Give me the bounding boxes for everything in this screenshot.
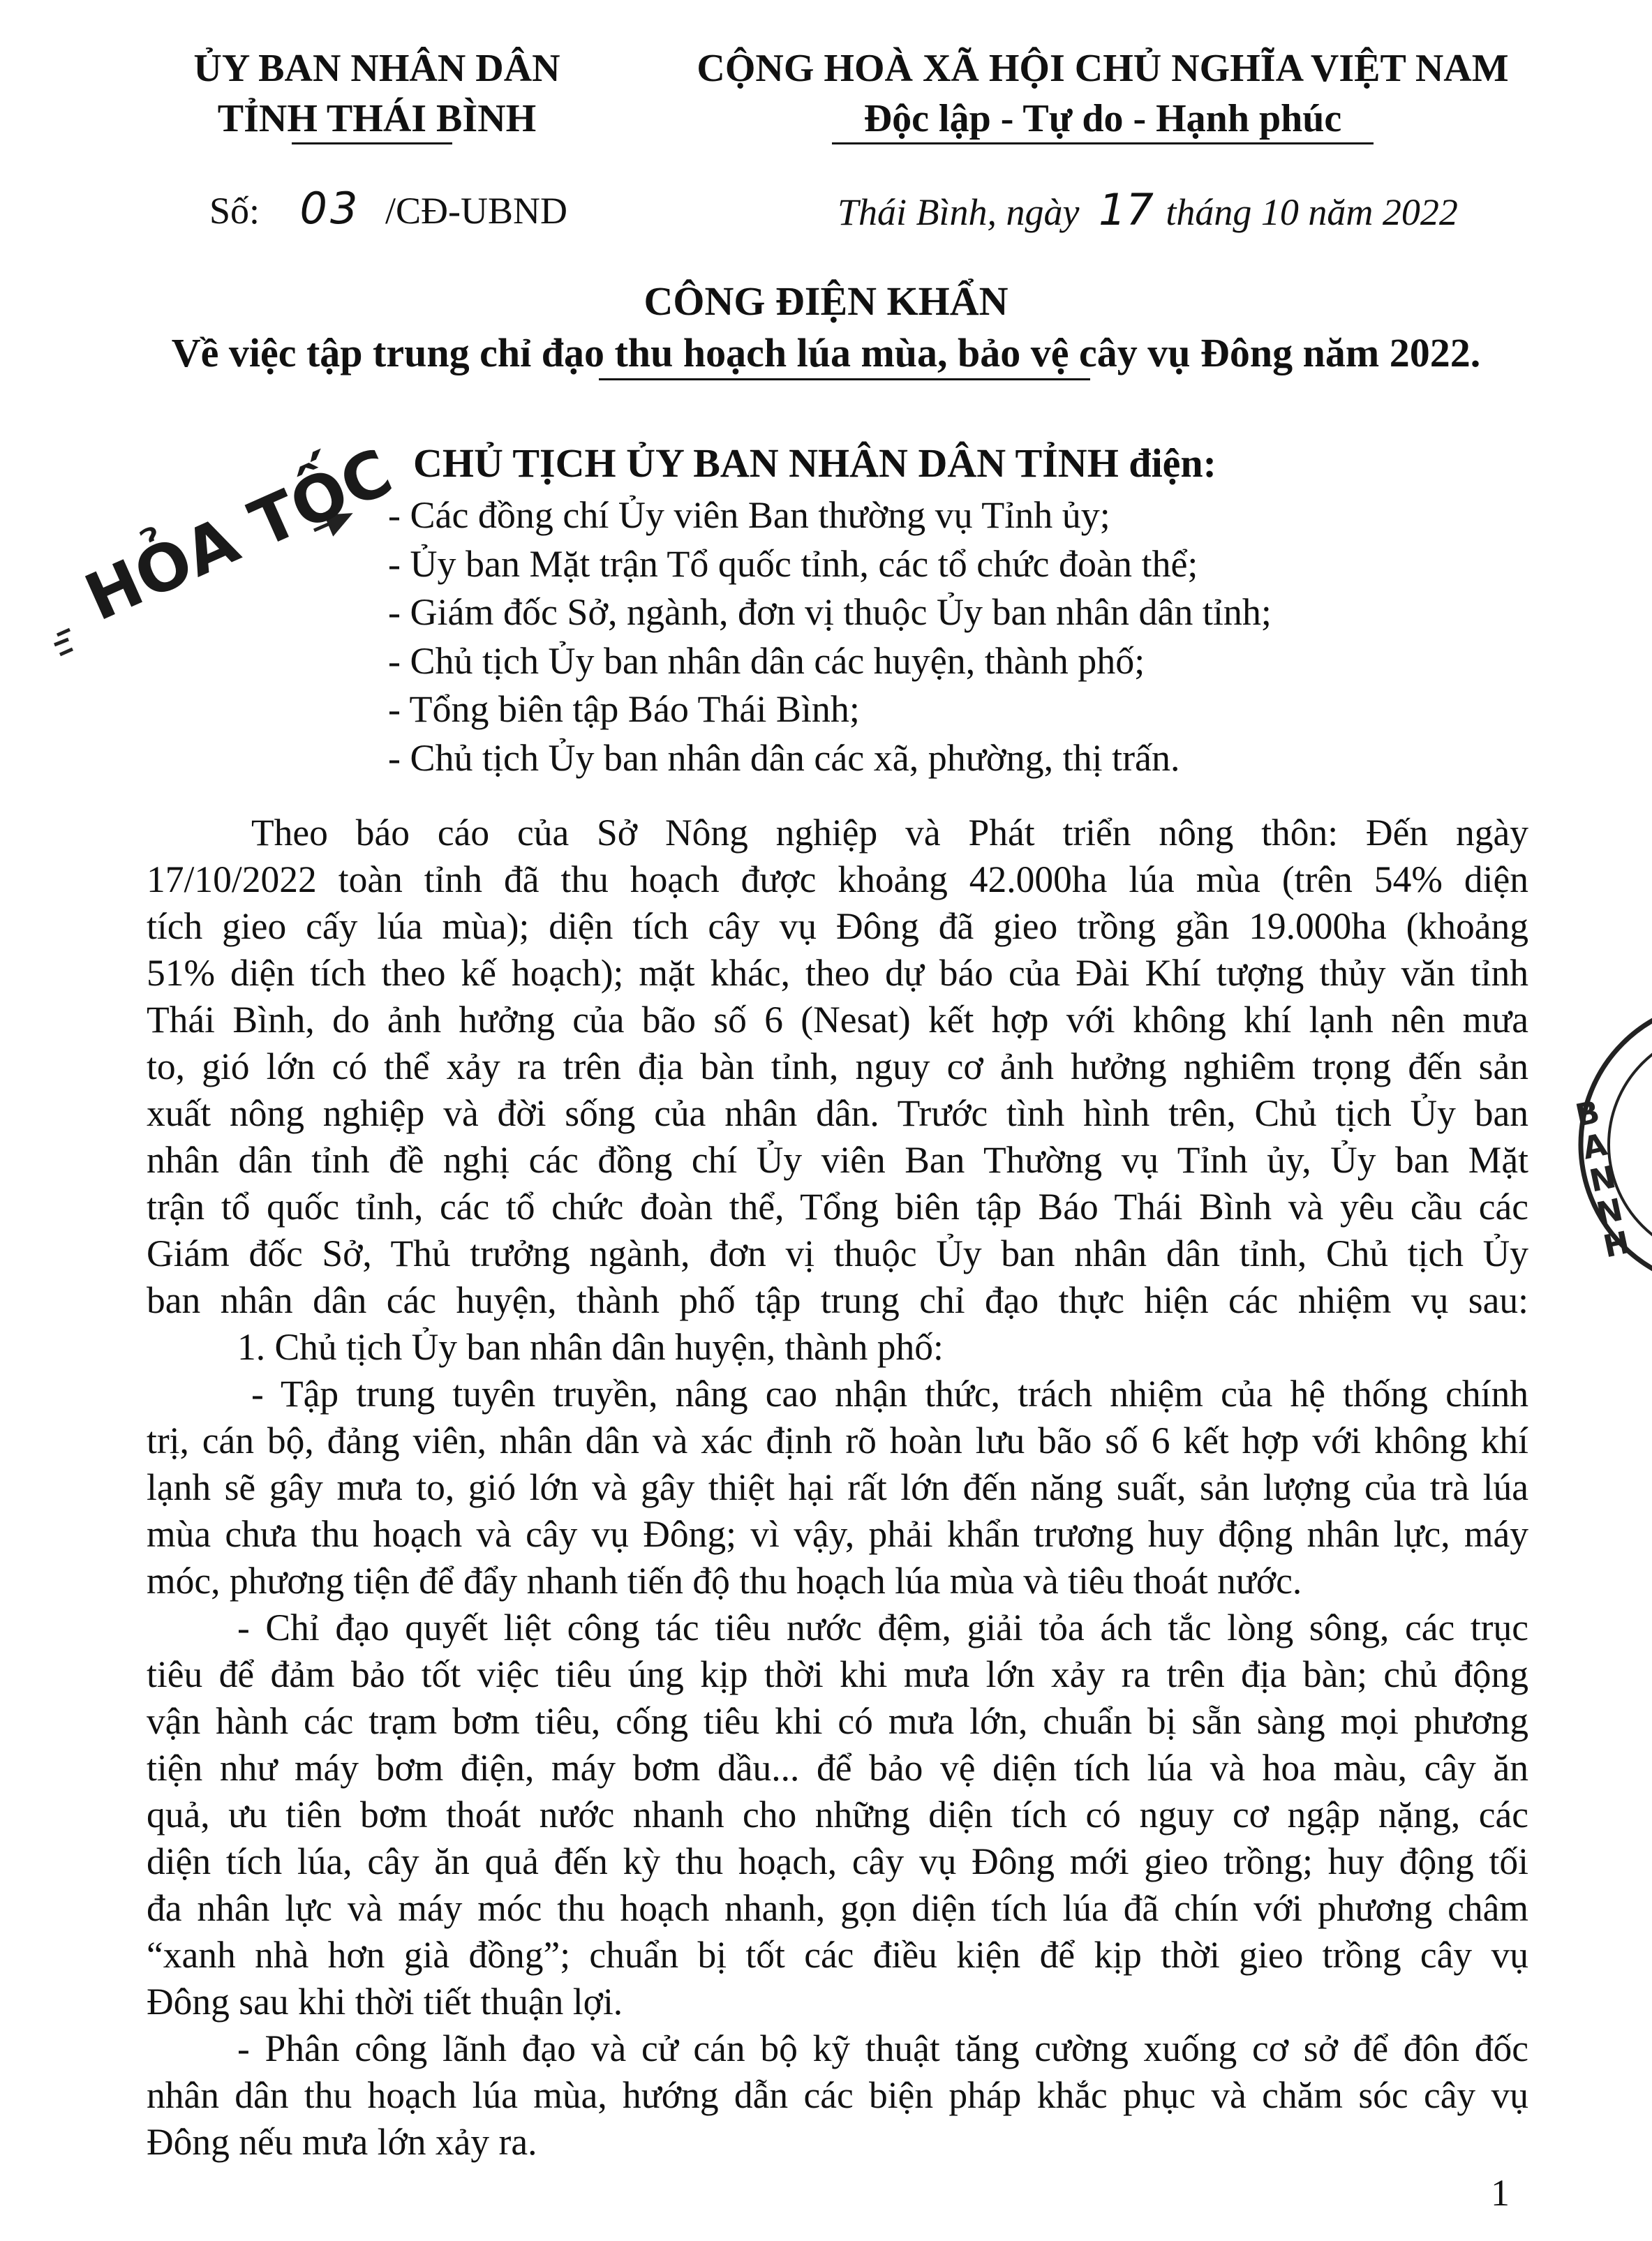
body-line: 51% diện tích theo kế hoạch); mặt khác, theo dự báo của Đài Khí tượng thủy văn tỉnh [147, 952, 1528, 994]
doc-number-prefix: Số: [209, 190, 260, 232]
date-suffix: tháng 10 năm 2022 [1166, 191, 1458, 233]
body-line: - Chỉ đạo quyết liệt công tác tiêu nước đệm, giải tỏa ách tắc lòng sông, các trục [237, 1607, 1528, 1648]
body-line: trận tổ quốc tỉnh, các tổ chức đoàn thể, Tổng biên tập Báo Thái Bình và yêu cầu các [147, 1186, 1528, 1228]
body-line: Đông nếu mưa lớn xảy ra. [147, 2121, 537, 2163]
national-title: CỘNG HOÀ XÃ HỘI CHỦ NGHĨA VIỆT NAM [697, 47, 1509, 90]
official-seal [1570, 991, 1652, 1298]
official-seal-text: BAN NH [1572, 1094, 1633, 1265]
body-text [147, 810, 1528, 2166]
body-line: Thái Bình, do ảnh hưởng của bão số 6 (Nesat) kết hợp với không khí lạnh nên mưa [147, 999, 1528, 1041]
body-line: Theo báo cáo của Sở Nông nghiệp và Phát triển nông thôn: Đến ngày [251, 812, 1528, 854]
motto-underline [832, 142, 1374, 144]
body-line: mùa chưa thu hoạch và cây vụ Đông; vì vậy, phải khẩn trương huy động nhân lực, máy [147, 1513, 1528, 1555]
date-line [838, 186, 1458, 237]
recipient-item: - Giám đốc Sở, ngành, đơn vị thuộc Ủy ban nhân dân tỉnh; [388, 591, 1272, 633]
body-line: “xanh nhà hơn già đồng”; chuẩn bị tốt các điều kiện để kịp thời gieo trồng cây vụ [147, 1934, 1528, 1976]
body-line: móc, phương tiện để đẩy nhanh tiến độ thu hoạch lúa mùa và tiêu thoát nước. [147, 1560, 1302, 1602]
body-line: 17/10/2022 toàn tỉnh đã thu hoạch được khoảng 42.000ha lúa mùa (trên 54% diện [147, 858, 1528, 900]
body-line: to, gió lớn có thể xảy ra trên địa bàn tỉnh, nguy cơ ảnh hưởng nghiêm trọng đến sản [147, 1045, 1528, 1087]
sender-line: CHỦ TỊCH ỦY BAN NHÂN DÂN TỈNH điện: [413, 440, 1216, 486]
national-motto: Độc lập - Tự do - Hạnh phúc [863, 97, 1342, 140]
body-line: lạnh sẽ gây mưa to, gió lớn và gây thiệt hại rất lớn đến năng suất, sản lượng của trà lúa [147, 1466, 1528, 1508]
body-line: tiêu để đảm bảo tốt việc tiêu úng kịp thời khi mưa lớn xảy ra trên địa bàn; chủ động [147, 1653, 1528, 1695]
date-prefix: Thái Bình, ngày [838, 191, 1080, 233]
body-line: diện tích lúa, cây ăn quả đến kỳ thu hoạch, cây vụ Đông mới gieo trồng; huy động tối [147, 1840, 1528, 1882]
body-line: nhân dân tỉnh đề nghị các đồng chí Ủy viên Ban Thường vụ Tỉnh ủy, Ủy ban Mặt [147, 1139, 1528, 1181]
agency-underline [292, 142, 452, 144]
subject-underline [599, 378, 1090, 380]
page-number: 1 [1491, 2172, 1510, 2214]
recipient-item: - Tổng biên tập Báo Thái Bình; [388, 688, 860, 730]
body-line: nhân dân thu hoạch lúa mùa, hướng dẫn các biện pháp khắc phục và chăm sóc cây vụ [147, 2074, 1528, 2116]
date-day-handwritten: 17 [1099, 184, 1154, 235]
recipient-item: - Ủy ban Mặt trận Tổ quốc tỉnh, các tổ chức đoàn thể; [388, 542, 1198, 585]
urgent-stamp [49, 434, 403, 670]
body-line: quả, ưu tiên bơm thoát nước nhanh cho những diện tích có nguy cơ ngập nặng, các [147, 1794, 1528, 1836]
document-number [209, 184, 567, 235]
body-line: - Phân công lãnh đạo và cử cán bộ kỹ thuật tăng cường xuống cơ sở để đôn đốc [237, 2027, 1528, 2069]
recipient-list [388, 491, 1272, 782]
agency-name: ỦY BAN NHÂN DÂN [193, 47, 560, 90]
body-line: vận hành các trạm bơm tiêu, cống tiêu khi có mưa lớn, chuẩn bị sẵn sàng mọi phương [147, 1700, 1528, 1742]
recipient-item: - Chủ tịch Ủy ban nhân dân các xã, phường, thị trấn. [388, 736, 1180, 779]
body-line: trị, cán bộ, đảng viên, nhân dân và xác định rõ hoàn lưu bão số 6 kết hợp với không khí [147, 1420, 1528, 1461]
body-line: tích gieo cấy lúa mùa); diện tích cây vụ Đông đã gieo trồng gần 19.000ha (khoảng [147, 905, 1528, 947]
body-line: xuất nông nghiệp và đời sống của nhân dân. Trước tình hình trên, Chủ tịch Ủy ban [147, 1092, 1528, 1134]
document-title: CÔNG ĐIỆN KHẨN [643, 278, 1009, 324]
recipient-item: - Các đồng chí Ủy viên Ban thường vụ Tỉnh ủy; [388, 494, 1110, 536]
body-line: Đông sau khi thời tiết thuận lợi. [147, 1981, 623, 2023]
body-line: đa nhân lực và máy móc thu hoạch nhanh, gọn diện tích lúa đã chín với phương châm [147, 1887, 1528, 1929]
body-line: Giám đốc Sở, Thủ trưởng ngành, đơn vị thuộc Ủy ban nhân dân tỉnh, Chủ tịch Ủy [147, 1233, 1528, 1274]
body-line: tiện như máy bơm điện, máy bơm dầu... để bảo vệ diện tích lúa và hoa màu, cây ăn [147, 1747, 1528, 1789]
body-line: - Tập trung tuyên truyền, nâng cao nhận thức, trách nhiệm của hệ thống chính [251, 1373, 1528, 1415]
section-heading: 1. Chủ tịch Ủy ban nhân dân huyện, thành phố: [237, 1326, 944, 1368]
body-line: ban nhân dân các huyện, thành phố tập trung chỉ đạo thực hiện các nhiệm vụ sau: [147, 1279, 1528, 1321]
urgent-stamp-text: HỎA TỐC [74, 434, 403, 636]
document-subject: Về việc tập trung chỉ đạo thu hoạch lúa mùa, bảo vệ cây vụ Đông năm 2022. [171, 330, 1481, 375]
recipient-item: - Chủ tịch Ủy ban nhân dân các huyện, thành phố; [388, 639, 1145, 682]
doc-number-suffix: /CĐ-UBND [385, 190, 567, 232]
agency-province: TỈNH THÁI BÌNH [217, 97, 537, 140]
doc-number-handwritten: 03 [299, 183, 361, 234]
